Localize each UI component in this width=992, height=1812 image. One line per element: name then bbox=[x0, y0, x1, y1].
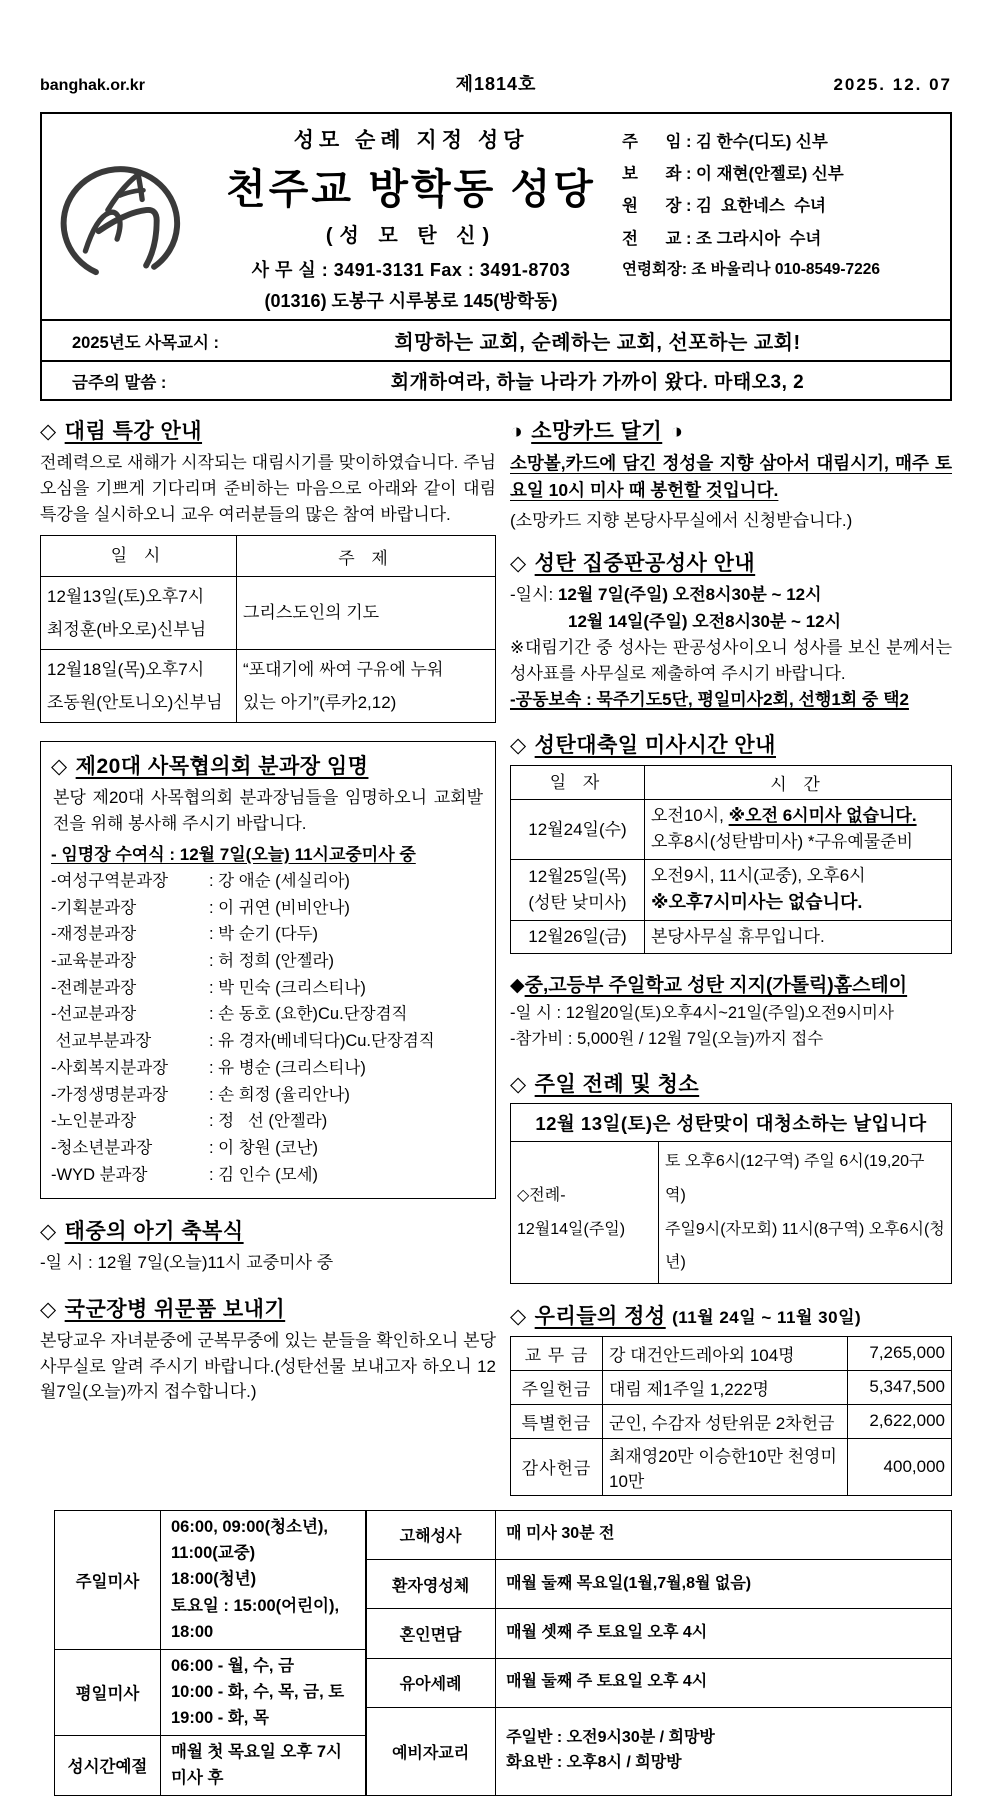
lecture-datetime: 12월13일(토)오후7시 최정훈(바오로)신부님 bbox=[41, 576, 237, 649]
list-item: -교육분과장 : 허 정희 (안젤라) bbox=[51, 952, 334, 970]
section-offering bbox=[510, 1300, 952, 1496]
schedule-times: 06:00, 09:00(청소년), 11:00(교중) 18:00(청년) 토요일 : 15:00(어린이), 18:00 bbox=[161, 1510, 367, 1649]
mass-date: 12월25일(목) (성탄 낮미사) bbox=[511, 859, 645, 920]
office-phone: 사 무 실 : 3491-3131 Fax : 3491-8703 bbox=[251, 260, 571, 280]
schedule-detail: 매월 둘째 목요일(1월,7월,8월 없음) bbox=[496, 1559, 952, 1608]
schedule-label: 고해성사 bbox=[366, 1510, 496, 1559]
mass-date: 12월24일(수) bbox=[511, 799, 645, 859]
section-body: 전례력으로 새해가 시작되는 대림시기를 맞이하였습니다. 주님 오심을 기쁘게 기다리며 준비하는 마음으로 아래와 같이 대림특강을 실시하오니 교우 여러분들의 많은 참여 바랍니다. bbox=[40, 453, 496, 524]
table-row: 감사헌금 최재영20만 이승한10만 천영미10만 400,000 bbox=[511, 1438, 952, 1495]
section-body: 본당교우 자녀분중에 군복무중에 있는 분들을 확인하오니 본당사무실로 알려 주시기 바랍니다.(성탄선물 보내고자 하오니 12월7일(오늘)까지 접수합니다.) bbox=[40, 1330, 496, 1402]
homestay-when: -일 시 : 12월20일(토)오후4시~21일(주일)오전9시미사 bbox=[510, 1004, 894, 1023]
section-title: 우리들의 정성 bbox=[534, 1304, 666, 1328]
liturgy-assignments: 토 오후6시(12구역) 주일 6시(19,20구역) 주일9시(자모회) 11시(8구역) 오후6시(청년) bbox=[659, 1142, 952, 1283]
confession-penance: -공동보속 : 묵주기도5단, 평일미사2회, 선행1회 중 택2 bbox=[510, 689, 909, 709]
section-title: 대림 특강 안내 bbox=[64, 420, 203, 443]
word-row bbox=[42, 360, 950, 399]
section-fetal-blessing bbox=[40, 1215, 496, 1276]
christmas-mass-table bbox=[510, 765, 952, 954]
table-row bbox=[366, 1658, 952, 1707]
schedule-label: 혼인면담 bbox=[366, 1609, 496, 1658]
table-row: 특별헌금 군인, 수감자 성탄위문 2차헌금 2,622,000 bbox=[511, 1404, 952, 1438]
section-note: (소망카드 지향 본당사무실에서 신청받습니다.) bbox=[510, 511, 853, 531]
schedule-detail: 주일반 : 오전9시30분 / 희망방 화요반 : 오후8시 / 희망방 bbox=[496, 1707, 952, 1795]
liturgy-label: ◇전례- 12월14일(주일) bbox=[511, 1142, 659, 1283]
lecture-topic: 그리스도인의 기도 bbox=[237, 576, 496, 649]
section-line: -일 시 : 12월 7일(오늘)11시 교중미사 중 bbox=[40, 1253, 334, 1273]
section-title: 태중의 아기 축복식 bbox=[64, 1220, 244, 1244]
half-moon-icon: ◑ bbox=[510, 420, 524, 443]
section-title: 주일 전례 및 청소 bbox=[534, 1073, 700, 1097]
schedule-label: 성시간예절 bbox=[55, 1735, 161, 1795]
staff-purgatory-chair: 연령회장: 조 바울리나 010-8549-7226 bbox=[622, 260, 880, 278]
table-row bbox=[55, 1735, 367, 1795]
masthead-center bbox=[200, 122, 622, 313]
table-row bbox=[511, 1104, 952, 1142]
schedule-label: 예비자교리 bbox=[366, 1707, 496, 1795]
motto-label: 2025년도 사목교시 : bbox=[72, 333, 220, 352]
list-item: -기획분과장 : 이 귀연 (비비안나) bbox=[51, 898, 350, 917]
offering-table bbox=[510, 1336, 952, 1496]
section-cleaning bbox=[510, 1068, 952, 1283]
section-title: 소망카드 달기 bbox=[531, 420, 663, 443]
col-header-time: 시 간 bbox=[645, 765, 952, 799]
schedule-label: 평일미사 bbox=[55, 1649, 161, 1735]
section-homestay bbox=[510, 970, 952, 1052]
table-row bbox=[366, 1707, 952, 1795]
col-header-datetime: 일 시 bbox=[41, 536, 237, 576]
diamond-filled-icon: ◆ bbox=[510, 975, 525, 997]
table-row bbox=[55, 1510, 367, 1649]
table-row bbox=[511, 859, 952, 920]
staff-list bbox=[622, 122, 940, 313]
issue-date: 2025. 12. 07 bbox=[833, 75, 952, 94]
homestay-fee: -참가비 : 5,000원 / 12월 7일(오늘)까지 접수 bbox=[510, 1029, 824, 1048]
services-schedule-table bbox=[365, 1510, 952, 1796]
section-title: 제20대 사목협의회 분과장 임명 bbox=[75, 755, 369, 779]
weekly-schedule bbox=[40, 1510, 952, 1796]
diamond-icon: ◇ bbox=[40, 420, 57, 443]
schedule-detail: 매월 셋째 주 토요일 오후 4시 bbox=[496, 1609, 952, 1658]
church-logo bbox=[50, 122, 200, 313]
cleaning-banner: 12월 13일(토)은 성탄맞이 대청소하는 날입니다 bbox=[511, 1104, 952, 1142]
table-row bbox=[41, 576, 496, 649]
confession-date1: -일시: 12월 7일(주일) 오전8시30분 ~ 12시 bbox=[510, 585, 822, 605]
church-name: 천주교 방학동 성당 bbox=[226, 166, 596, 212]
half-moon-icon: ◑ bbox=[670, 420, 684, 443]
offering-period: (11월 24일 ~ 11월 30일) bbox=[672, 1307, 862, 1327]
section-council-appointments bbox=[40, 741, 496, 1199]
list-item: -재정분과장 : 박 순기 (다두) bbox=[51, 925, 319, 944]
staff-missionary: 전 교 : 조 그라시아 수녀 bbox=[622, 229, 822, 248]
word-label: 금주의 말씀 : bbox=[72, 373, 167, 392]
advent-lecture-table bbox=[40, 535, 496, 723]
confession-date2: 12월 14일(주일) 오전8시30분 ~ 12시 bbox=[568, 611, 842, 631]
section-title: 중,고등부 주일학교 성탄 지지(가톨릭)홈스테이 bbox=[524, 975, 908, 997]
mass-times: 오전9시, 11시(교중), 오후6시 ※오후7시미사는 없습니다. bbox=[645, 859, 952, 920]
diamond-icon: ◇ bbox=[510, 552, 527, 576]
list-item: -WYD 분과장 : 김 인수 (모세) bbox=[51, 1165, 319, 1184]
section-title: 국군장병 위문품 보내기 bbox=[64, 1297, 286, 1321]
diamond-icon: ◇ bbox=[40, 1220, 57, 1244]
table-row bbox=[366, 1559, 952, 1608]
confession-note: ※대림기간 중 성사는 판공성사이오니 성사를 보신 분께서는 성사표를 사무실로 제출하여 주시기 바랍니다. bbox=[510, 637, 952, 683]
schedule-detail: 매월 둘째 주 토요일 오후 4시 bbox=[496, 1658, 952, 1707]
diamond-icon: ◇ bbox=[51, 755, 68, 779]
list-item: -여성구역분과장 : 강 애순 (세실리아) bbox=[51, 871, 350, 890]
ceremony-line: - 임명장 수여식 : 12월 7일(오늘) 11시교중미사 중 bbox=[51, 844, 416, 864]
staff-assistant: 보 좌 : 이 재현(안젤로) 신부 bbox=[622, 165, 844, 184]
appointment-list bbox=[51, 868, 485, 1189]
masthead bbox=[42, 114, 950, 319]
col-header-date: 일 자 bbox=[511, 765, 645, 799]
section-advent-lecture bbox=[40, 415, 496, 723]
diamond-icon: ◇ bbox=[510, 733, 527, 757]
section-title: 성탄 집중판공성사 안내 bbox=[534, 552, 756, 576]
site-url: banghak.or.kr bbox=[40, 77, 145, 94]
lecture-datetime: 12월18일(목)오후7시 조동원(안토니오)신부님 bbox=[41, 649, 237, 722]
motto-text: 희망하는 교회, 순례하는 교회, 선포하는 교회! bbox=[394, 332, 801, 354]
table-row: 교 무 금 강 대건안드레아외 104명 7,265,000 bbox=[511, 1336, 952, 1370]
issue-number: 제1814호 bbox=[455, 74, 537, 94]
mass-date: 12월26일(금) bbox=[511, 920, 645, 953]
list-item: -전례분과장 : 박 민숙 (크리스티나) bbox=[51, 978, 366, 997]
church-address: (01316) 도봉구 시루봉로 145(방학동) bbox=[264, 291, 558, 311]
list-item: -사회복지분과장 : 유 병순 (크리스티나) bbox=[51, 1058, 366, 1077]
section-hope-card bbox=[510, 415, 952, 531]
diamond-icon: ◇ bbox=[510, 1073, 527, 1097]
section-title: 성탄대축일 미사시간 안내 bbox=[534, 733, 776, 757]
section-confession bbox=[510, 547, 952, 713]
section-christmas-mass bbox=[510, 729, 952, 954]
list-item: -가정생명분과장 : 손 희정 (율리안나) bbox=[51, 1085, 350, 1104]
word-text: 회개하여라, 하늘 나라가 가까이 왔다. 마태오3, 2 bbox=[390, 372, 805, 393]
left-column bbox=[40, 415, 496, 1496]
table-row bbox=[55, 1649, 367, 1735]
church-designation: 성모 순례 지정 성당 bbox=[293, 129, 529, 152]
schedule-times: 매월 첫 목요일 오후 7시 미사 후 bbox=[161, 1735, 367, 1795]
diamond-icon: ◇ bbox=[510, 1304, 527, 1328]
schedule-label: 유아세례 bbox=[366, 1658, 496, 1707]
church-subname: (성 모 탄 신) bbox=[325, 225, 497, 247]
schedule-label: 주일미사 bbox=[55, 1510, 161, 1649]
table-row bbox=[511, 1142, 952, 1283]
schedule-times: 06:00 - 월, 수, 금 10:00 - 화, 수, 목, 금, 토 19:00 - 화, 목 bbox=[161, 1649, 367, 1735]
cleaning-table bbox=[510, 1103, 952, 1283]
list-item: 선교부분과장 : 유 경자(베네딕다)Cu.단장겸직 bbox=[51, 1032, 435, 1051]
table-row bbox=[366, 1609, 952, 1658]
lecture-topic: “포대기에 싸여 구유에 누워 있는 아기”(루카2,12) bbox=[237, 649, 496, 722]
schedule-label: 환자영성체 bbox=[366, 1559, 496, 1608]
col-header-topic: 주 제 bbox=[237, 536, 496, 576]
top-bar bbox=[40, 70, 952, 96]
list-item: -선교분과장 : 손 동호 (요한)Cu.단장겸직 bbox=[51, 1005, 408, 1024]
table-row bbox=[366, 1510, 952, 1559]
section-emphasis: 소망볼,카드에 담긴 정성을 지향 삼아서 대림시기, 매주 토요일 10시 미사 때 봉헌할 것입니다. bbox=[510, 453, 952, 501]
list-item: -청소년분과장 : 이 창원 (코난) bbox=[51, 1139, 319, 1158]
mass-times: 본당사무실 휴무입니다. bbox=[645, 920, 952, 953]
schedule-detail: 매 미사 30분 전 bbox=[496, 1510, 952, 1559]
table-row: 주일헌금 대림 제1주일 1,222명 5,347,500 bbox=[511, 1370, 952, 1404]
staff-pastor: 주 임 : 김 한수(디도) 신부 bbox=[622, 133, 828, 151]
table-row bbox=[41, 649, 496, 722]
motto-row bbox=[42, 319, 950, 360]
table-row bbox=[511, 799, 952, 859]
section-military-gifts bbox=[40, 1293, 496, 1405]
table-row bbox=[511, 920, 952, 953]
mass-schedule-table bbox=[54, 1510, 367, 1796]
diamond-icon: ◇ bbox=[40, 1297, 57, 1321]
mass-times: 오전10시, ※오전 6시미사 없습니다. 오후8시(성탄밤미사) *구유예물준비 bbox=[645, 799, 952, 859]
section-body: 본당 제20대 사목협의회 분과장님들을 임명하오니 교회발전을 위해 봉사해 주시기 바랍니다. bbox=[53, 788, 483, 834]
staff-director: 원 장 : 김 요한네스 수녀 bbox=[622, 197, 826, 216]
masthead-box bbox=[40, 112, 952, 401]
right-column bbox=[510, 415, 952, 1496]
church-logo-icon bbox=[56, 152, 194, 284]
list-item: -노인분과장 : 정 선 (안젤라) bbox=[51, 1112, 328, 1131]
